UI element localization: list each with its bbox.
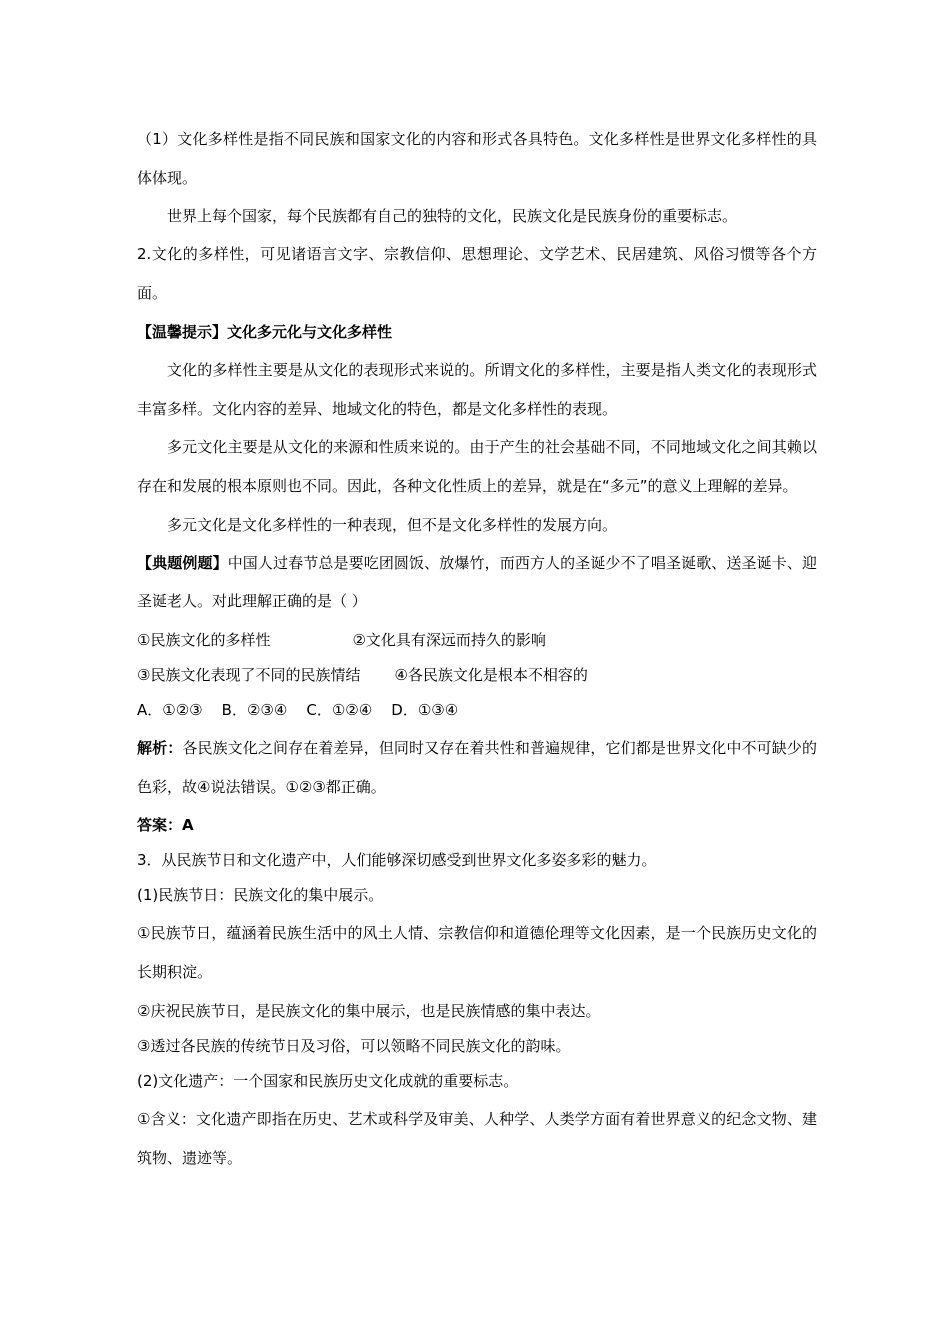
options-row-1 — [137, 624, 817, 656]
document-page — [137, 120, 817, 1177]
paragraph-festivals-heritage: 3．从民族节日和文化遗产中，人们能够深切感受到世界文化多姿多彩的魅力。 — [137, 851, 657, 870]
example-label: 【典题例题】 — [137, 553, 228, 572]
tip-paragraph-3: 多元文化是文化多样性的一种表现，但不是文化多样性的发展方向。 — [167, 515, 618, 534]
option-4: ④各民族文化是根本不相容的 — [394, 666, 588, 685]
example-text: 中国人过春节总是要吃团圆饭、放爆竹，而西方人的圣诞少不了唱圣诞歌、送圣诞卡、迎圣诞老人。对此理解正确的是（ ） — [137, 553, 817, 611]
tip-paragraph-1: 文化的多样性主要是从文化的表现形式来说的。所谓文化的多样性，主要是指人类文化的表现形式丰富多样。文化内容的差异、地域文化的特色，都是文化多样性的表现。 — [137, 360, 817, 418]
tip-heading: 【温馨提示】文化多元化与文化多样性 — [137, 322, 393, 341]
option-2: ②文化具有深远而持久的影响 — [352, 631, 546, 650]
paragraph-festival-2: ②庆祝民族节日，是民族文化的集中展示，也是民族情感的集中表达。 — [137, 1001, 601, 1020]
analysis — [137, 729, 817, 806]
analysis-text: 各民族文化之间存在着差异，但同时又存在着共性和普遍规律，它们都是世界文化中不可缺少的色彩，故④说法错误。①②③都正确。 — [137, 739, 817, 796]
paragraph-definition: （1）文化多样性是指不同民族和国家文化的内容和形式各具特色。文化多样性是世界文化多样性的具体体现。 — [137, 130, 817, 187]
option-3: ③民族文化表现了不同的民族情结 — [137, 666, 361, 685]
paragraph-heritage-heading: (2)文化遗产：一个国家和民族历史文化成就的重要标志。 — [137, 1071, 519, 1090]
paragraph-heritage-definition: ①含义：文化遗产即指在历史、艺术或科学及审美、人种学、人类学方面有着世界意义的纪念文物、建筑物、遗迹等。 — [137, 1109, 817, 1167]
option-1: ①民族文化的多样性 — [137, 631, 271, 650]
answer: 答案：A — [137, 816, 194, 835]
paragraph-festivals-heading: (1)民族节日：民族文化的集中展示。 — [137, 886, 384, 905]
answer-choices: A．①②③ B．②③④ C．①②④ D．①③④ — [137, 701, 459, 720]
tip-paragraph-2: 多元文化主要是从文化的来源和性质来说的。由于产生的社会基础不同，不同地域文化之间其赖以存在和发展的根本原则也不同。因此，各种文化性质上的差异，就是在“多元”的意义上理解的差异。 — [137, 438, 817, 495]
paragraph-national-identity: 世界上每个国家，每个民族都有自己的独特的文化，民族文化是民族身份的重要标志。 — [167, 207, 738, 226]
paragraph-diversity-aspects: 2.文化的多样性，可见诸语言文字、宗教信仰、思想理论、文学艺术、民居建筑、风俗习惯等各个方面。 — [137, 245, 817, 303]
paragraph-festival-1: ①民族节日，蕴涵着民族生活中的风土人情、宗教信仰和道德伦理等文化因素，是一个民族历史文化的长期积淀。 — [137, 924, 817, 982]
options-row-2 — [137, 659, 817, 691]
analysis-label: 解析： — [137, 739, 183, 758]
paragraph-festival-3: ③透过各民族的传统节日及习俗，可以领略不同民族文化的韵味。 — [137, 1036, 571, 1055]
example-question — [137, 544, 817, 621]
